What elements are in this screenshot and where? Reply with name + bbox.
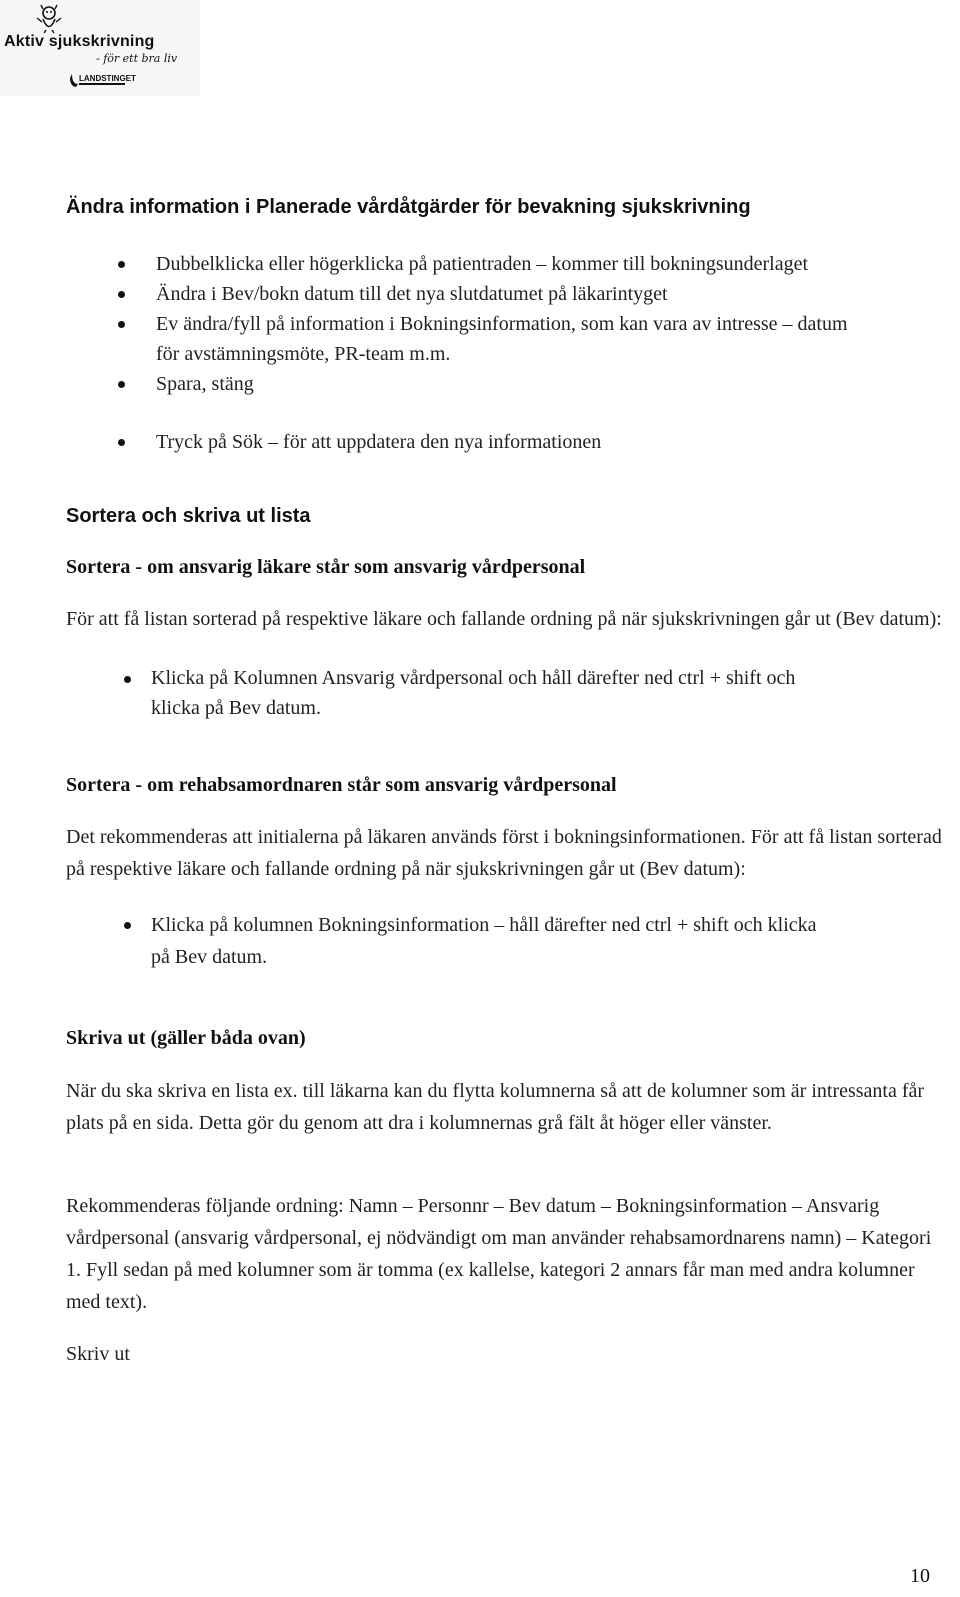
section-heading-sort-print: Sortera och skriva ut lista	[66, 505, 311, 527]
section-heading-edit-info: Ändra information i Planerade vårdåtgärder för bevakning sjukskrivning	[66, 196, 751, 218]
mascot-icon	[34, 4, 64, 34]
page-number: 10	[910, 1565, 930, 1587]
list-item: Dubbelklicka eller högerklicka på patientraden – kommer till bokningsunderlaget	[118, 249, 860, 279]
subheading-sort-doctor: Sortera - om ansvarig läkare står som ansvarig vårdpersonal	[66, 556, 586, 578]
list-item: Ev ändra/fyll på information i Bokningsinformation, som kan vara av intresse – datum för avstämningsmöte, PR-team m.m.	[118, 309, 860, 369]
list-item: Spara, stäng	[118, 369, 860, 399]
sort-rehab-steps	[0, 909, 828, 973]
print-action: Skriv ut	[66, 1343, 130, 1365]
subheading-print: Skriva ut (gäller båda ovan)	[66, 1027, 306, 1049]
list-item: Klicka på kolumnen Bokningsinformation – håll därefter ned ctrl + shift och klicka på Bev datum.	[124, 909, 828, 973]
logo-title: Aktiv sjukskrivning	[4, 33, 155, 50]
sort-rehab-text: Det rekommenderas att initialerna på läkaren används först i bokningsinformationen. För att få listan sorterad på respektive läkare och fallande ordning på när sjukskrivningen går ut (Bev datum):	[66, 826, 942, 880]
recommended-order: Rekommenderas följande ordning: Namn – Personnr – Bev datum – Bokningsinformation – Ansvarig vårdpersonal (ansvarig vårdpersonal, ej nödvändigt om man använder rehabsamordnarens namn) – Kategori 1. Fyll sedan på med kolumner som är tomma (ex kallelse, kategori 2 annars får man med andra kolumner med text).	[66, 1195, 932, 1313]
landstinget-logo	[70, 70, 136, 88]
subheading-sort-rehab: Sortera - om rehabsamordnaren står som ansvarig vårdpersonal	[66, 774, 617, 796]
sort-doctor-steps	[0, 663, 800, 723]
print-instructions: När du ska skriva en lista ex. till läkarna kan du flytta kolumnerna så att de kolumner som är intressanta får plats på en sida. Detta gör du genom att dra i kolumnernas grå fält åt höger eller vänster.	[66, 1080, 925, 1134]
logo	[0, 0, 200, 96]
edit-steps-list	[0, 249, 860, 457]
sort-doctor-text: För att få listan sorterad på respektive läkare och fallande ordning på när sjukskrivningen går ut (Bev datum):	[66, 608, 942, 630]
logo-tagline: - för ett bra liv	[96, 52, 178, 65]
list-item: Tryck på Sök – för att uppdatera den nya informationen	[118, 427, 860, 457]
list-item: Ändra i Bev/bokn datum till det nya slutdatumet på läkarintyget	[118, 279, 860, 309]
logo-org-text: LANDSTINGET	[79, 74, 136, 83]
list-item: Klicka på Kolumnen Ansvarig vårdpersonal och håll därefter ned ctrl + shift och klicka på Bev datum.	[124, 663, 800, 723]
